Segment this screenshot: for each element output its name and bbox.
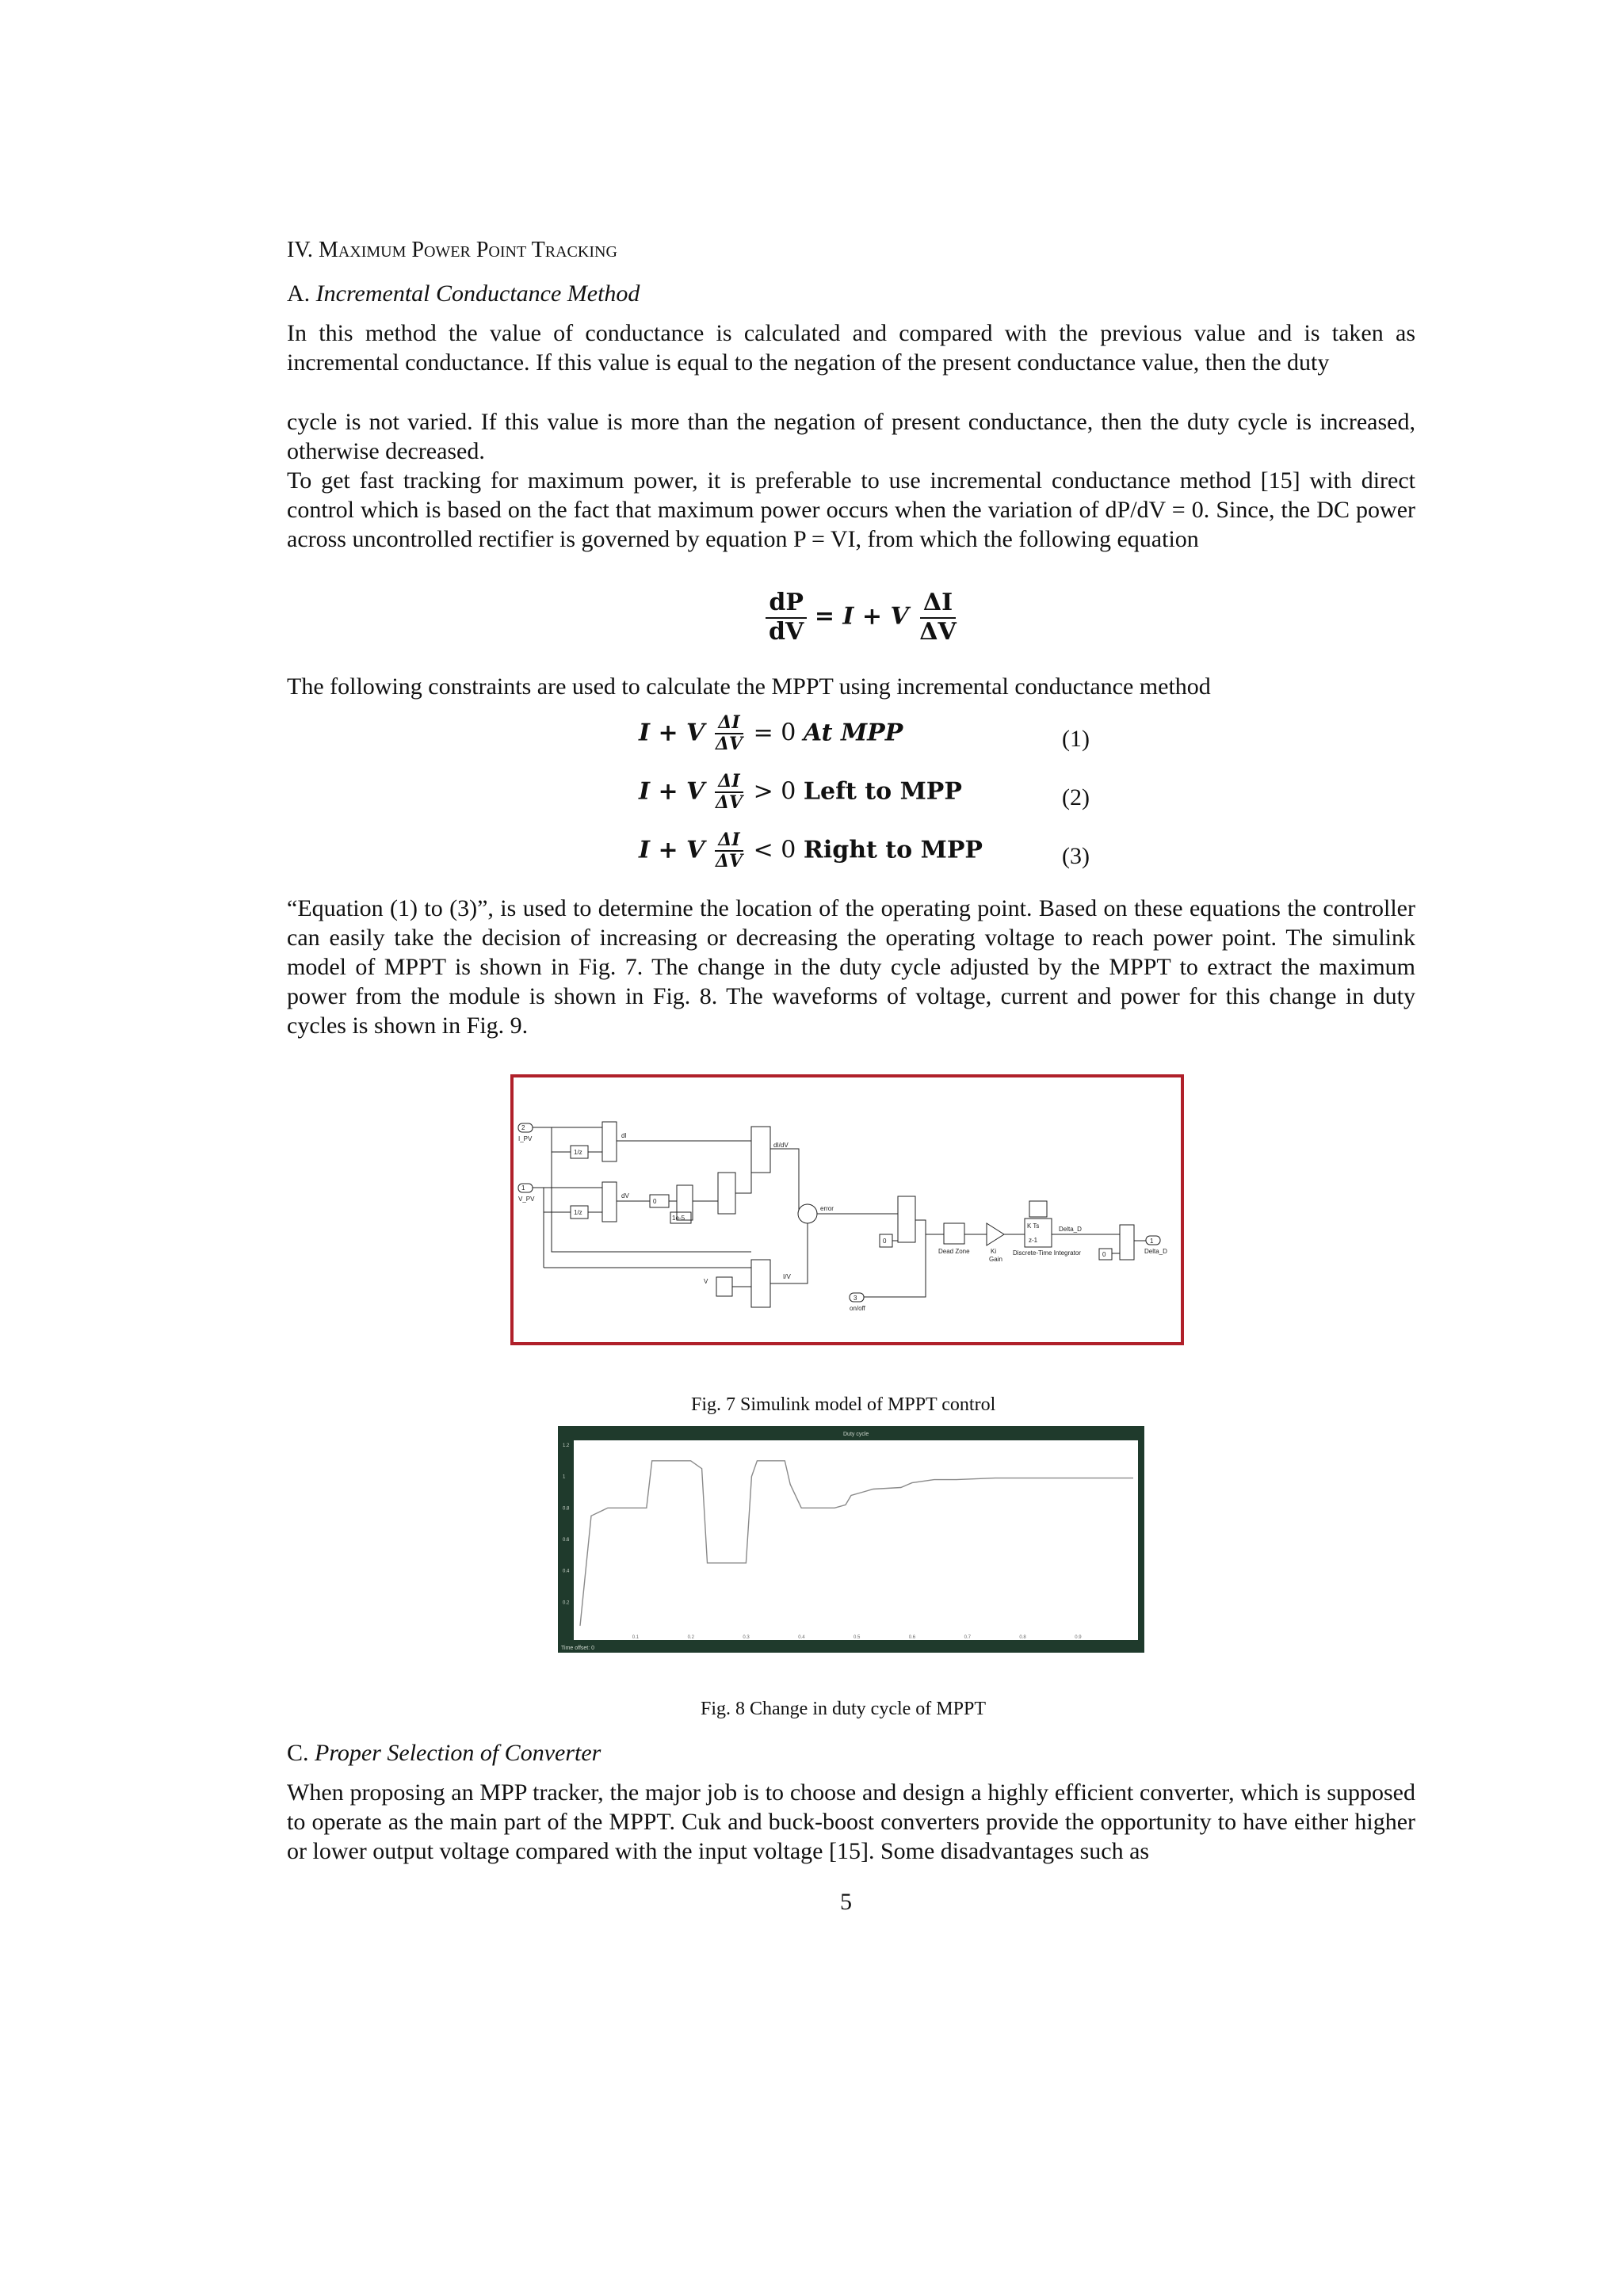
x-tick-label: 0.8: [1019, 1635, 1026, 1640]
eq2-text: Left to MPP: [803, 777, 962, 806]
eq2-lhs: I + V: [639, 777, 705, 806]
fig7-input-onoff: on/off: [850, 1305, 865, 1312]
simulink-diagram: [514, 1077, 1181, 1342]
plot-area: [574, 1440, 1138, 1640]
fig7-output-delta-d: Delta_D: [1144, 1248, 1167, 1255]
fig7-integrator-den: z-1: [1029, 1237, 1038, 1244]
figure-8-duty-cycle-plot: [558, 1426, 1144, 1653]
paragraph-4: The following constraints are used to calculate the MPPT using incremental conductance method: [287, 673, 1211, 700]
eq2-den: ΔV: [715, 792, 743, 814]
eq1-text: At MPP: [803, 719, 903, 747]
x-tick-label: 0.1: [632, 1635, 640, 1640]
subsection-c-title: Proper Selection of Converter: [315, 1740, 601, 1766]
figure-7-caption: Fig. 7 Simulink model of MPPT control: [691, 1394, 996, 1415]
fig7-onoff-port-num: 3: [854, 1295, 857, 1302]
subsection-c-heading: [287, 1740, 601, 1767]
equation-3-number: (3): [1062, 843, 1090, 869]
x-tick-label: 0.7: [964, 1635, 971, 1640]
eq-main-equals: = I + V: [814, 602, 909, 631]
duty-cycle-chart: [558, 1426, 1144, 1653]
x-tick-label: 0.5: [854, 1635, 861, 1640]
x-tick-label: 0.9: [1075, 1635, 1082, 1640]
x-tick-label: 0.6: [908, 1635, 916, 1640]
fig7-delay-2: 1/z: [574, 1209, 582, 1216]
fig7-const-zero-3: 0: [1102, 1251, 1106, 1258]
fig7-dead-zone-label: Dead Zone: [938, 1248, 970, 1255]
eq3-lhs: I + V: [639, 836, 705, 864]
fig7-label-di: dI: [621, 1132, 627, 1139]
paragraph-3: To get fast tracking for maximum power, it is preferable to use incremental conductance method [15] with direct control which is based on the fact that maximum power occurs when the variation of dP/dV = 0. Since, the DC power across uncontrolled rectifier is governed by equation P = VI, from which the following equation: [287, 467, 1415, 552]
figure-7-simulink-model: [510, 1074, 1184, 1345]
subsection-a-label: A.: [287, 280, 311, 307]
fig7-gain-label: Gain: [989, 1256, 1002, 1263]
subsection-a-title: Incremental Conductance Method: [315, 280, 640, 307]
eq3-den: ΔV: [715, 851, 743, 872]
paragraph-6: When proposing an MPP tracker, the major job is to choose and design a highly efficient converter, which is supposed to operate as the main part of the MPPT. Cuk and buck-boost converters provide the opportunity to have either higher or lower output voltage compared with the input voltage [15]. Some disadvantages such as: [287, 1779, 1415, 1864]
eq2-relation: > 0: [753, 777, 796, 806]
fig7-label-error: error: [820, 1205, 834, 1212]
page-number: 5: [840, 1889, 852, 1915]
subsection-c-label: C.: [287, 1740, 309, 1766]
y-tick-label: 0.6: [563, 1538, 570, 1543]
time-offset-label: Time offset: 0: [561, 1646, 595, 1651]
fig7-delay-1: 1/z: [574, 1149, 582, 1156]
equation-1-number: (1): [1062, 726, 1090, 752]
equation-1: [639, 713, 903, 755]
eq-main-lhs-num: dP: [766, 589, 807, 619]
y-tick-label: 1: [563, 1474, 566, 1480]
fig7-label-iv: I/V: [783, 1273, 791, 1280]
paragraph-1: In this method the value of conductance is calculated and compared with the previous value and is taken as incremental conductance. If this value is equal to the negation of the present conductance value, then the duty: [287, 320, 1415, 376]
fig7-in1-port-num: 2: [521, 1124, 525, 1131]
subsection-a-heading: [287, 280, 640, 307]
figure-8-caption: Fig. 8 Change in duty cycle of MPPT: [701, 1699, 986, 1719]
section-number: IV.: [287, 238, 313, 262]
paragraph-5: “Equation (1) to (3)”, is used to determine the location of the operating point. Based on these equations the controller can easily take the decision of increasing or decreasing the operating voltage to reach power point. The simulink model of MPPT is shown in Fig. 7. The change in the duty cycle adjusted by the MPPT to extract the maximum power from the module is shown in Fig. 8. The waveforms of voltage, current and power for this change in duty cycles is shown in Fig. 9.: [287, 895, 1415, 1039]
eq1-lhs: I + V: [639, 719, 705, 747]
equation-2: [639, 772, 962, 814]
equation-2-number: (2): [1062, 784, 1090, 810]
fig7-label-dv: dV: [621, 1192, 629, 1199]
eq-main-rhs-den: ΔV: [919, 617, 957, 646]
paragraph-2: cycle is not varied. If this value is more than the negation of present conductance, then the duty cycle is increased, otherwise decreased.: [287, 409, 1415, 464]
fig7-ki-label: Ki: [991, 1248, 997, 1255]
section-title: Maximum Power Point Tracking: [318, 238, 617, 262]
equation-3: [639, 830, 983, 872]
y-tick-label: 0.8: [563, 1506, 570, 1512]
eq3-relation: < 0: [753, 836, 796, 864]
eq2-num: ΔI: [715, 772, 743, 793]
equation-main: [766, 589, 960, 646]
eq3-num: ΔI: [715, 830, 743, 852]
fig7-integrator-num: K Ts: [1027, 1222, 1040, 1230]
fig7-integrator-label: Discrete-Time Integrator: [1013, 1249, 1081, 1257]
fig7-label-didv: dI/dV: [773, 1142, 789, 1149]
x-tick-label: 0.3: [743, 1635, 750, 1640]
fig7-label-v: V: [704, 1278, 708, 1285]
x-tick-label: 0.2: [687, 1635, 694, 1640]
fig7-input-v-pv: V_PV: [518, 1196, 535, 1203]
eq1-den: ΔV: [715, 734, 743, 755]
y-tick-label: 1.2: [563, 1444, 570, 1448]
eq1-relation: = 0: [753, 719, 796, 747]
eq-main-rhs-num: ΔI: [920, 589, 956, 619]
fig7-input-i-pv: I_PV: [518, 1135, 533, 1142]
y-tick-label: 0.4: [563, 1569, 570, 1574]
chart-title: Duty cycle: [843, 1432, 869, 1437]
section-heading: [287, 238, 617, 263]
y-tick-label: 0.2: [563, 1600, 570, 1606]
eq3-text: Right to MPP: [803, 836, 983, 864]
fig7-const-zero-2: 0: [883, 1238, 887, 1245]
x-tick-label: 0.4: [798, 1635, 805, 1640]
fig7-out-port-num: 1: [1150, 1238, 1154, 1245]
fig7-delta-d-tag: Delta_D: [1059, 1226, 1082, 1233]
fig7-in2-port-num: 1: [521, 1184, 525, 1192]
fig7-const-zero: 0: [653, 1198, 657, 1205]
eq-main-lhs-den: dV: [769, 617, 804, 646]
fig7-const-small: 1e-5: [672, 1215, 685, 1222]
eq1-num: ΔI: [715, 713, 743, 734]
